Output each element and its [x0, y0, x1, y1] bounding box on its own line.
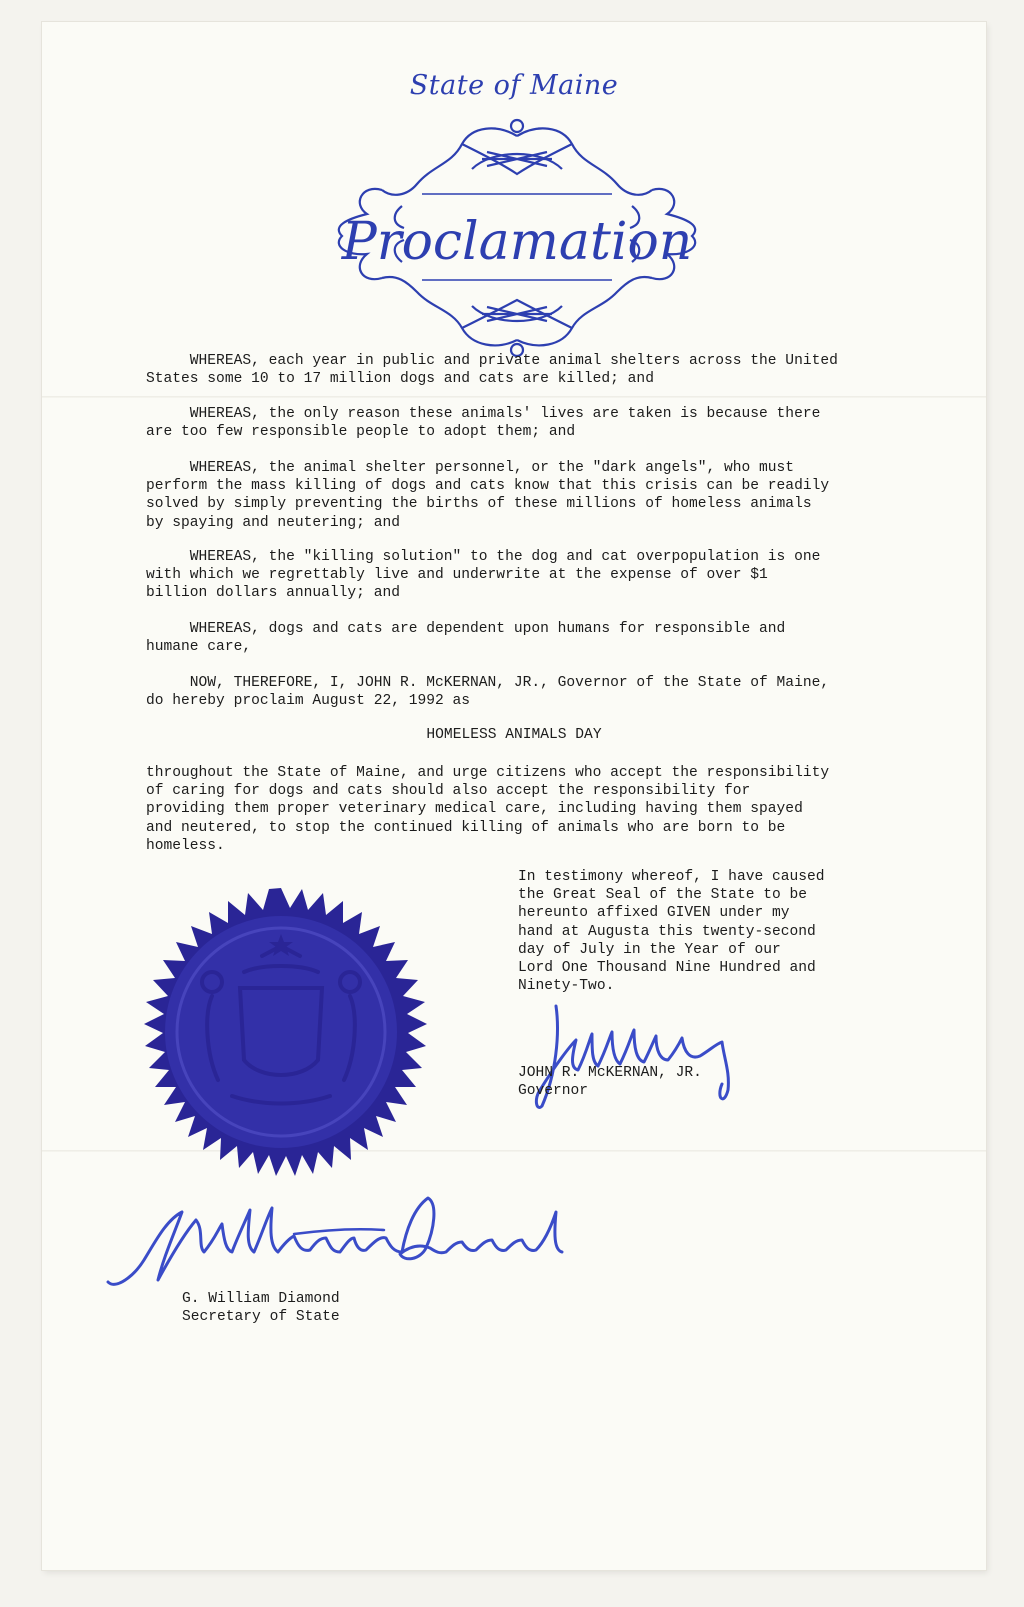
governor-name: JOHN R. McKERNAN, JR.	[518, 1065, 702, 1081]
therefore-paragraph: NOW, THEREFORE, I, JOHN R. McKERNAN, JR., Governor of the State of Maine, do hereby proclaim August 22, 1992 as	[146, 675, 830, 710]
governor-title: Governor	[518, 1083, 589, 1099]
closing-paragraph: throughout the State of Maine, and urge citizens who accept the responsibility of caring for dogs and cats should also accept the responsibility for providing them proper veterinary medical care, including having them spayed and neutered, to stop the continued killing of animals who are born to be homeless.	[146, 765, 830, 854]
proclamation-ornament	[312, 114, 722, 364]
whereas-paragraph-5: WHEREAS, dogs and cats are dependent upon humans for responsible and humane care,	[146, 621, 786, 656]
proclaimed-day: HOMELESS ANIMALS DAY	[426, 727, 602, 743]
fold-line	[42, 396, 986, 398]
whereas-paragraph-3: WHEREAS, the animal shelter personnel, or the "dark angels", who must perform the mass killing of dogs and cats know that this crisis can be readily solved by simply preventing the births of these millions of homeless animals by spaying and neutering; and	[146, 460, 830, 531]
whereas-paragraph-1: WHEREAS, each year in public and private animal shelters across the United States some 10 to 17 million dogs and cats are killed; and	[146, 353, 838, 388]
secretary-name: G. William Diamond	[182, 1291, 340, 1307]
signature-icon	[104, 1190, 584, 1302]
testimony-text: In testimony whereof, I have caused the Great Seal of the State to be hereunto affixed GIVEN under my hand at Augusta this twenty-second day of July in the Year of our Lord One Thousand Nine Hundred and Ninety-Two.	[518, 869, 825, 995]
proclamation-title: Proclamation	[341, 212, 693, 272]
seal-icon	[112, 884, 450, 1222]
proclamation-document	[42, 22, 986, 1570]
great-seal	[112, 884, 450, 1222]
state-title: State of Maine	[409, 70, 619, 101]
whereas-paragraph-2: WHEREAS, the only reason these animals' lives are taken is because there are too few responsible people to adopt them; and	[146, 406, 821, 441]
whereas-paragraph-4: WHEREAS, the "killing solution" to the dog and cat overpopulation is one with which we regrettably live and underwrite at the expense of over $1 billion dollars annually; and	[146, 549, 821, 602]
secretary-title: Secretary of State	[182, 1309, 340, 1325]
secretary-signature	[104, 1190, 584, 1302]
